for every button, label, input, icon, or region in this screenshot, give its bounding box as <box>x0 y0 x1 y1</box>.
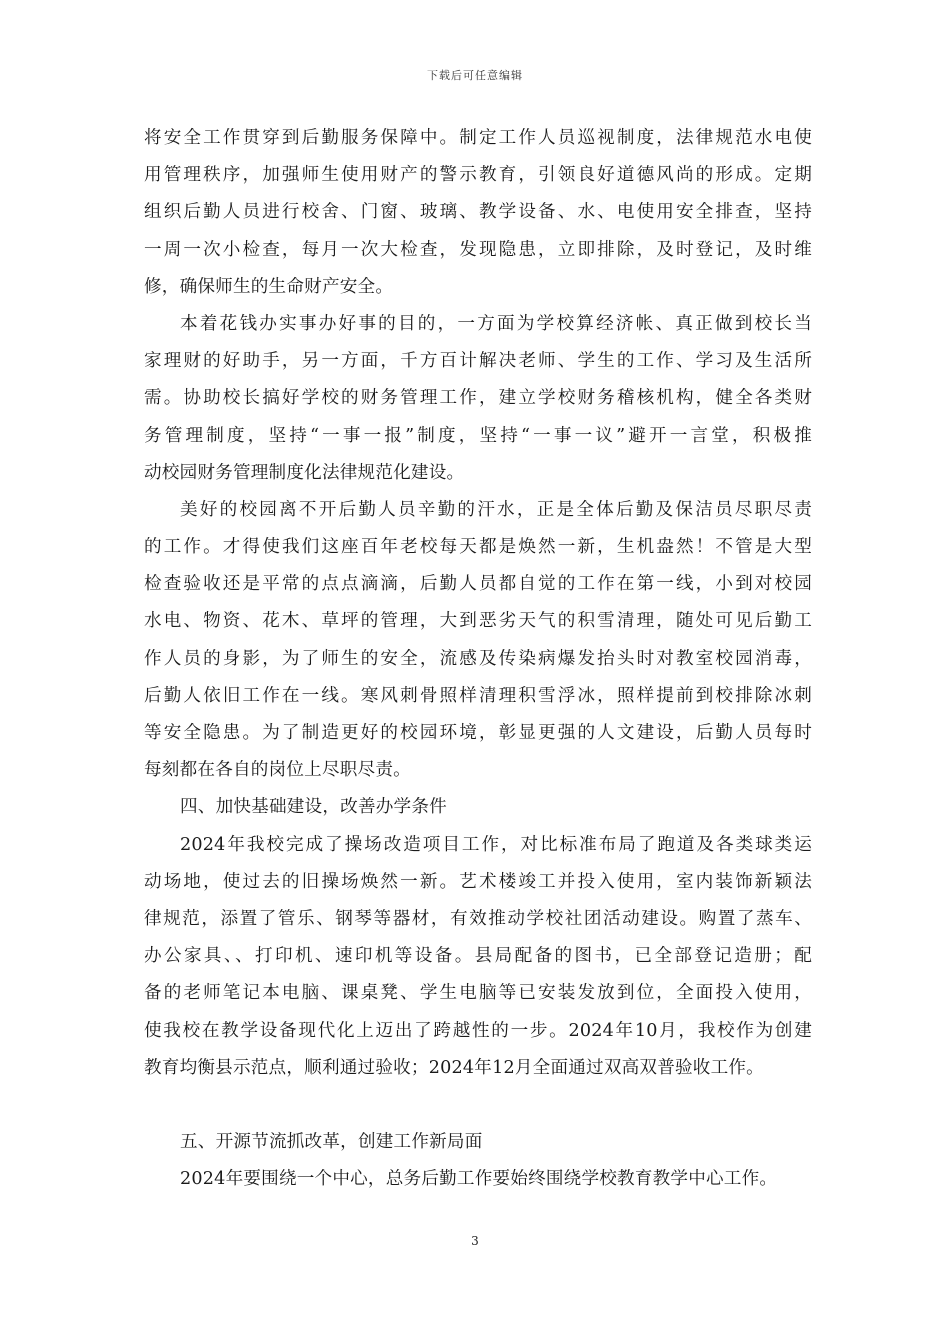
section-heading-text: 五、开源节流抓改革，创建工作新局面 <box>180 1131 483 1152</box>
text-line: 美好的校园离不开后勤人员辛勤的汗水，正是全体后勤及保洁员尽职尽责 <box>180 499 812 520</box>
text-line: 检查验收还是平常的点点滴滴，后勤人员都自觉的工作在第一线，小到对校园 <box>144 574 812 595</box>
text-line: 用管理秩序，加强师生使用财产的警示教育，引领良好道德风尚的形成。定期 <box>144 165 812 186</box>
text-line: 等安全隐患。为了制造更好的校园环境，彰显更强的人文建设，后勤人员每时 <box>144 723 812 743</box>
text-line: 2024年要围绕一个中心，总务后勤工作要始终围绕学校教育教学中心工作。 <box>180 1169 778 1190</box>
text-line: 律规范，添置了管乐、钢琴等器材，有效推动学校社团活动建设。购置了蒸车、 <box>144 908 812 929</box>
paragraph-gap <box>144 1087 812 1124</box>
text-line: 水电、物资、花木、草坪的管理，大到恶劣天气的积雪清理，随处可见后勤工 <box>144 611 812 632</box>
text-line: 每刻都在各自的岗位上尽职尽责。 <box>144 760 411 781</box>
page-number: 3 <box>471 1234 479 1248</box>
text-line: 动场地，使过去的旧操场焕然一新。艺术楼竣工并投入使用，室内装饰新颖法 <box>144 871 812 892</box>
text-line: 的工作。才得使我们这座百年老校每天都是焕然一新，生机盎然！不管是大型 <box>144 537 812 558</box>
text-line: 作人员的身影，为了师生的安全，流感及传染病爆发抬头时对教室校园消毒， <box>144 648 812 669</box>
text-line: 一周一次小检查，每月一次大检查，发现隐患，立即排除，及时登记，及时维 <box>144 239 812 260</box>
section-heading-4 <box>144 789 812 826</box>
paragraph-finance <box>144 306 812 492</box>
text-line: 使我校在教学设备现代化上迈出了跨越性的一步。2024年10月，我校作为创建 <box>144 1020 812 1041</box>
paragraph-safety <box>144 120 812 306</box>
text-line: 教育均衡县示范点，顺利通过验收；2024年12月全面通过双高双普验收工作。 <box>144 1057 764 1078</box>
text-line: 组织后勤人员进行校舍、门窗、玻璃、教学设备、水、电使用安全排查，坚持 <box>144 202 812 223</box>
paragraph-2024-plan <box>144 1161 812 1198</box>
section-heading-text: 四、加快基础建设，改善办学条件 <box>180 797 447 818</box>
text-line: 后勤人依旧工作在一线。寒风刺骨照样清理积雪浮冰，照样提前到校排除冰刺 <box>144 685 812 706</box>
document-body <box>144 120 812 1198</box>
paragraph-infrastructure <box>144 827 812 1087</box>
text-line: 家理财的好助手，另一方面，千方百计解决老师、学生的工作、学习及生活所 <box>144 351 812 372</box>
text-line: 修，确保师生的生命财产安全。 <box>144 276 394 297</box>
page-header: 下载后可任意编辑 <box>427 69 523 82</box>
text-line: 备的老师笔记本电脑、课桌凳、学生电脑等已安装发放到位，全面投入使用， <box>144 983 812 1004</box>
text-line: 将安全工作贯穿到后勤服务保障中。制定工作人员巡视制度，法律规范水电使 <box>144 128 812 148</box>
paragraph-logistics-staff <box>144 492 812 790</box>
text-line: 本着花钱办实事办好事的目的，一方面为学校算经济帐、真正做到校长当 <box>180 313 812 334</box>
section-heading-5 <box>144 1124 812 1161</box>
text-line: 动校园财务管理制度化法律规范化建设。 <box>144 462 465 483</box>
text-line: 需。协助校长搞好学校的财务管理工作，建立学校财务稽核机构，健全各类财 <box>144 388 812 409</box>
text-line: 务管理制度，坚持“一事一报”制度，坚持“一事一议”避开一言堂，积极推 <box>144 425 812 446</box>
text-line: 2024年我校完成了操场改造项目工作，对比标准布局了跑道及各类球类运 <box>180 834 812 855</box>
text-line: 办公家具、、打印机、速印机等设备。县局配备的图书，已全部登记造册；配 <box>144 946 812 967</box>
